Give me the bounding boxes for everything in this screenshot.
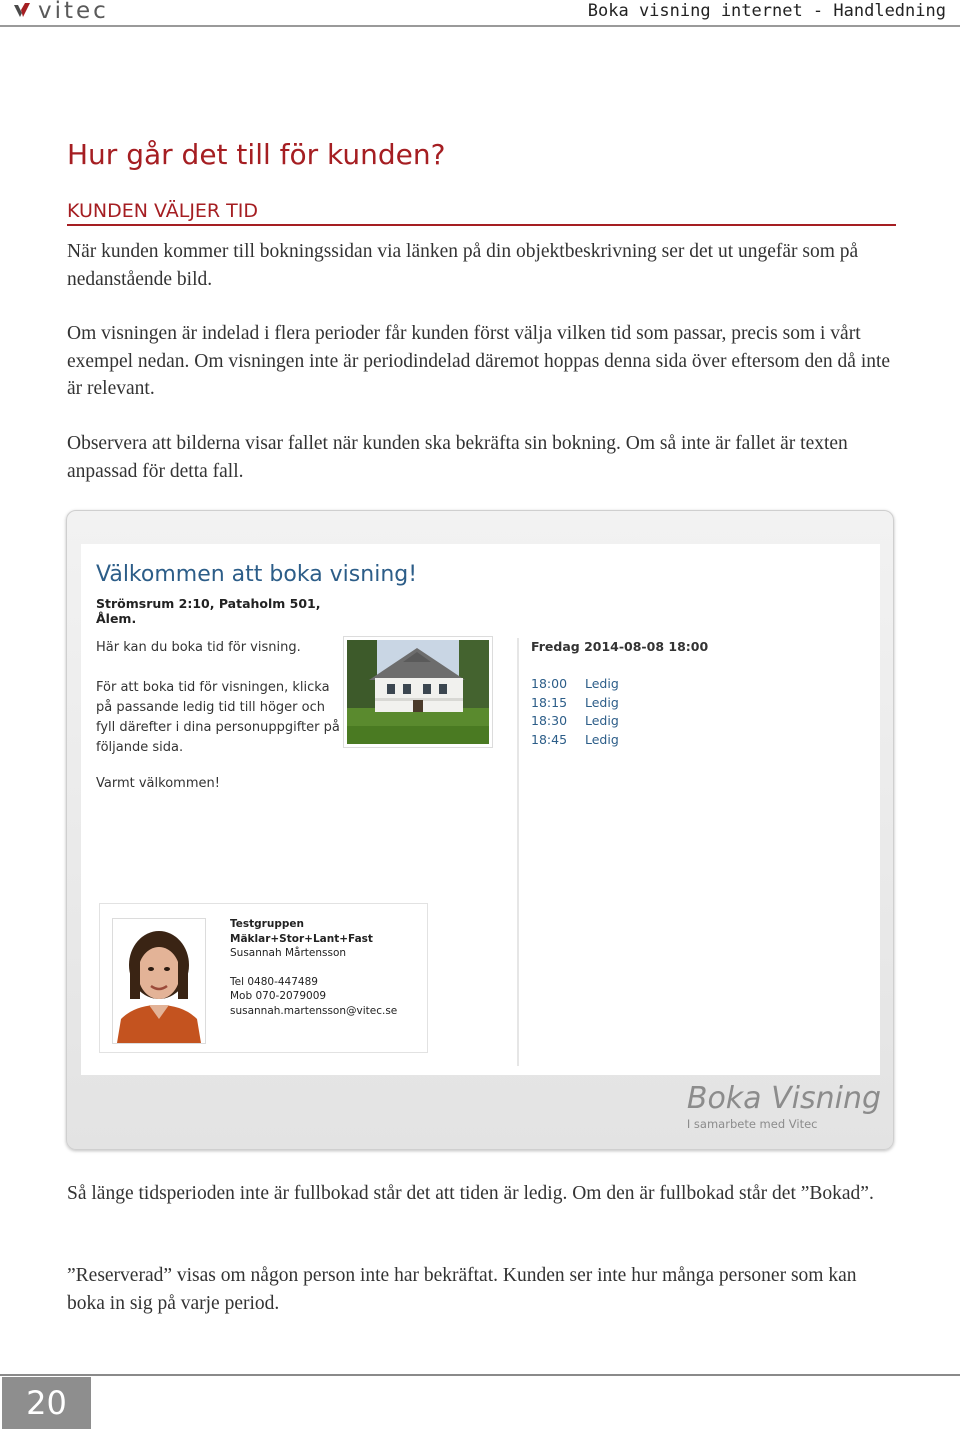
slot-status[interactable]: Ledig (585, 713, 619, 729)
column-divider (517, 638, 519, 1066)
time-slot[interactable] (531, 711, 619, 730)
brand-subtitle: I samarbete med Vitec (686, 1117, 818, 1131)
agent-card (99, 903, 428, 1053)
house-photo (343, 636, 493, 748)
logo-text: vitec (38, 0, 109, 24)
agent-company: Testgruppen (230, 918, 304, 930)
welcome-title: Välkommen att boka visning! (96, 562, 418, 587)
viewing-date: Fredag 2014-08-08 18:00 (531, 639, 709, 654)
time-slot[interactable] (531, 730, 619, 749)
slot-status[interactable]: Ledig (585, 694, 619, 710)
agent-phone: Tel 0480-447489 (230, 975, 318, 988)
booking-farewell: Varmt välkommen! (96, 776, 220, 791)
agent-email[interactable]: susannah.martensson@vitec.se (230, 1004, 398, 1017)
brand-name: Boka Visning (686, 1081, 881, 1116)
slot-status[interactable]: Ledig (585, 675, 619, 691)
paragraph-status: Så länge tidsperioden inte är fullbokad står det att tiden är ledig. Om den är fullbokad står det ”Bokad”. (67, 1183, 874, 1204)
page-number-box (2, 1377, 91, 1429)
paragraph-reserved: ”Reserverad” visas om någon person inte har bekräftat. Kunden ser inte hur många personer som kan boka in sig på varje period. (67, 1265, 857, 1314)
paragraph-intro: När kunden kommer till bokningssidan via länken på din objektbeskrivning ser det ut ungefär som på nedanstående bild. (67, 241, 859, 290)
agent-mobile: Mob 070-2079009 (230, 990, 327, 1002)
section-rule (67, 224, 896, 226)
document-title: Boka visning internet - Handledning (587, 1, 946, 21)
property-address: Strömsrum 2:10, Pataholm 501, Ålem. (96, 596, 321, 626)
paragraph-periods: Om visningen är indelad i flera perioder får kunden först välja vilken tid som passar, precis som i vårt exempel nedan. Om visningen inte är periodindelad däremot hoppas denna sida över eftersom den då inte är relevant. (67, 323, 891, 399)
booking-screenshot (66, 510, 894, 1150)
agent-photo (112, 918, 206, 1044)
agent-name: Susannah Mårtensson (230, 947, 347, 959)
time-slot-list (531, 674, 619, 749)
slot-time: 18:00 (531, 675, 568, 691)
slot-time: 18:15 (531, 694, 568, 710)
agent-details (230, 917, 397, 1018)
page-heading: Hur går det till för kunden? (67, 138, 446, 171)
slot-status[interactable]: Ledig (585, 731, 619, 747)
section-heading: KUNDEN VÄLJER TID (67, 200, 259, 222)
agent-brand: Mäklar+Stor+Lant+Fast (230, 932, 373, 945)
slot-time: 18:30 (531, 713, 568, 729)
vitec-logo (12, 0, 109, 22)
time-slot[interactable] (531, 674, 619, 693)
header-rule (0, 25, 960, 27)
page-header (0, 0, 960, 27)
booking-instructions: För att boka tid för visningen, klicka på passande ledig tid till höger och fyll därefter i dina personuppgifter på följande sida. (96, 680, 340, 755)
booking-lead: Här kan du boka tid för visning. (96, 640, 301, 655)
paragraph-note: Observera att bilderna visar fallet när kunden ska bekräfta sin bokning. Om så inte är fallet är texten anpassad för detta fall. (67, 433, 848, 482)
house-image-icon (347, 640, 489, 744)
boka-visning-brand (687, 1081, 881, 1131)
agent-avatar-icon (113, 919, 205, 1043)
time-slot[interactable] (531, 693, 619, 712)
booking-page (81, 544, 880, 1075)
slot-time: 18:45 (531, 731, 568, 747)
page-number: 20 (26, 1384, 67, 1422)
footer-rule (0, 1374, 960, 1376)
vitec-logo-icon (12, 2, 32, 20)
